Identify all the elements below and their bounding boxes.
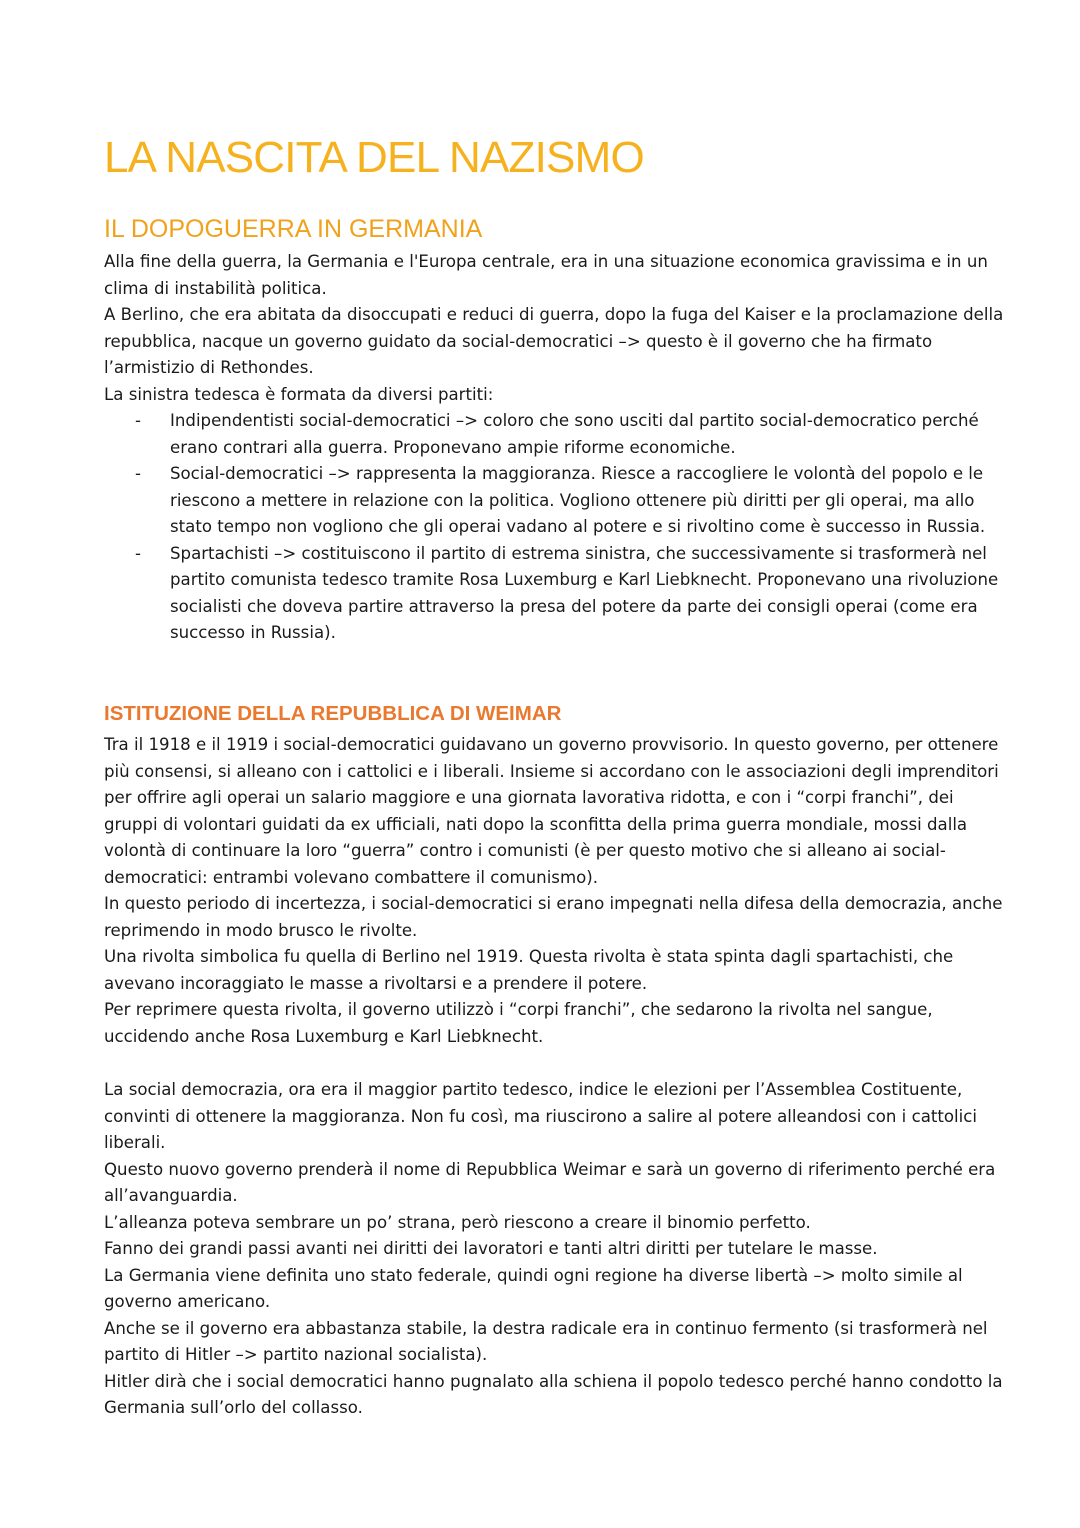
paragraph: Per reprimere questa rivolta, il governo utilizzò i “corpi franchi”, che sedarono la rivolta nel sangue, uccidendo anche Rosa Luxemburg e Karl Liebknecht. <box>104 1000 933 1046</box>
paragraph: Una rivolta simbolica fu quella di Berlino nel 1919. Questa rivolta è stata spinta dagli spartachisti, che avevano incoraggiato le masse a rivoltarsi e a prendere il potere. <box>104 947 954 993</box>
paragraph: La sinistra tedesca è formata da diversi partiti: <box>104 384 494 404</box>
list-item-text: Spartachisti –> costituiscono il partito di estrema sinistra, che successivamente si trasformerà nel partito comunista tedesco tramite Rosa Luxemburg e Karl Liebknecht. Proponevano una rivoluzione socialisti che doveva partire attraverso la presa del potere da parte dei consigli operai (come era successo in Russia). <box>170 543 999 642</box>
paragraph: La social democrazia, ora era il maggior partito tedesco, indice le elezioni per l’Assemblea Costituente, convinti di ottenere la maggioranza. Non fu così, ma riuscirono a salire al potere alleandosi con i cattolici liberali. <box>104 1080 977 1152</box>
bullet-marker: - <box>135 464 141 483</box>
section-heading-weimar: ISTITUZIONE DELLA REPUBBLICA DI WEIMAR <box>104 702 562 725</box>
document-title: LA NASCITA DEL NAZISMO <box>104 133 644 182</box>
paragraph: Hitler dirà che i social democratici hanno pugnalato alla schiena il popolo tedesco perché hanno condotto la Germania sull’orlo del collasso. <box>104 1371 1003 1417</box>
list-item-text: Indipendentisti social-democratici –> coloro che sono usciti dal partito social-democratico perché erano contrari alla guerra. Proponevano ampie riforme economiche. <box>170 411 979 457</box>
bullet-marker: - <box>135 411 141 430</box>
section-body-dopoguerra <box>104 249 1004 647</box>
paragraph: A Berlino, che era abitata da disoccupati e reduci di guerra, dopo la fuga del Kaiser e la proclamazione della repubblica, nacque un governo guidato da social-democratici –> questo è il governo che ha firmato l’armistizio di Rethondes. <box>104 305 1004 377</box>
paragraph: La Germania viene definita uno stato federale, quindi ogni regione ha diverse libertà –> molto simile al governo americano. <box>104 1265 963 1311</box>
section-heading-dopoguerra: IL DOPOGUERRA IN GERMANIA <box>104 215 483 243</box>
paragraph: L’alleanza poteva sembrare un po’ strana, però riescono a creare il binomio perfetto. <box>104 1212 811 1232</box>
bullet-marker: - <box>135 543 141 563</box>
list-item <box>104 461 1004 541</box>
paragraph: Tra il 1918 e il 1919 i social-democratici guidavano un governo provvisorio. In questo governo, per ottenere più consensi, si alleano con i cattolici e i liberali. Insieme si accordano con le associazioni degli imprenditori per offrire agli operai un salario maggiore e una giornata lavorativa ridotta, e con i “corpi franchi”, dei gruppi di volontari guidati da ex ufficiali, nati dopo la sconfitta della prima guerra mondiale, mossi dalla volontà di continuare la loro “guerra” contro i comunisti (è per questo motivo che si alleano ai social-democratici: entrambi volevano combattere il comunismo). <box>104 735 999 887</box>
paragraph: Anche se il governo era abbastanza stabile, la destra radicale era in continuo fermento (si trasformerà nel partito di Hitler –> partito nazional socialista). <box>104 1318 988 1364</box>
paragraph: Questo nuovo governo prenderà il nome di Repubblica Weimar e sarà un governo di riferimento perché era all’avanguardia. <box>104 1159 996 1205</box>
list-item <box>104 541 1004 647</box>
section-body-weimar-continued <box>104 1077 1004 1422</box>
section-body-weimar <box>104 732 1004 1050</box>
paragraph: Fanno dei grandi passi avanti nei diritti dei lavoratori e tanti altri diritti per tutelare le masse. <box>104 1239 878 1258</box>
list-item <box>104 408 1004 461</box>
list-item-text: Social-democratici –> rappresenta la maggioranza. Riesce a raccogliere le volontà del popolo e le riescono a mettere in relazione con la politica. Vogliono ottenere più diritti per gli operai, ma allo stato tempo non vogliono che gli operai vadano al potere e si rivoltino come è successo in Russia. <box>170 464 986 536</box>
parties-list <box>104 408 1004 647</box>
paragraph: In questo periodo di incertezza, i social-democratici si erano impegnati nella difesa della democrazia, anche reprimendo in modo brusco le rivolte. <box>104 894 1003 940</box>
paragraph: Alla fine della guerra, la Germania e l'Europa centrale, era in una situazione economica gravissima e in un clima di instabilità politica. <box>104 252 988 298</box>
